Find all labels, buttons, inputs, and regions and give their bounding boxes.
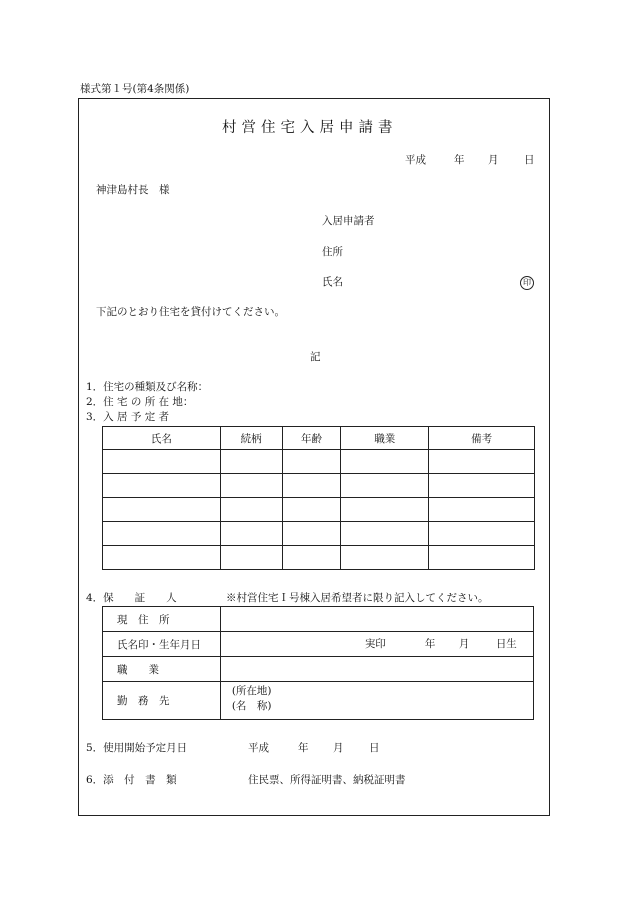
guarantor-table: [102, 606, 534, 720]
table-cell[interactable]: [282, 474, 341, 498]
item-5-month: 月: [333, 742, 344, 754]
table-cell[interactable]: [220, 450, 282, 474]
guarantor-row-occupation: [103, 657, 534, 682]
header-name: 氏名: [103, 427, 221, 450]
item-6-label: 6．添 付 書 類: [86, 774, 177, 786]
table-row: [103, 522, 535, 546]
item-5-label: 5．使用開始予定月日: [86, 742, 188, 754]
applicant-address-label: 住所: [322, 246, 343, 258]
date-month: 月: [488, 154, 499, 166]
workplace-name-label: (名 称): [231, 700, 272, 712]
item-6-value: 住民票、所得証明書、納税証明書: [248, 774, 406, 786]
date-era: 平成: [405, 154, 426, 166]
guarantor-workplace-field[interactable]: [220, 682, 533, 720]
applicant-name-label: 氏名: [322, 276, 343, 288]
table-cell[interactable]: [103, 474, 221, 498]
table-row: [103, 546, 535, 570]
guarantor-month: 月: [458, 638, 470, 650]
table-cell[interactable]: [103, 498, 221, 522]
date-day: 日: [524, 154, 535, 166]
table-cell[interactable]: [282, 522, 341, 546]
table-cell[interactable]: [220, 474, 282, 498]
guarantor-occupation-label: 職 業: [103, 657, 221, 682]
table-cell[interactable]: [341, 546, 429, 570]
header-relation: 続柄: [220, 427, 282, 450]
form-number: 様式第１号(第4条関係): [80, 83, 190, 95]
item-5-day: 日: [369, 742, 380, 754]
header-occupation: 職業: [341, 427, 429, 450]
table-cell[interactable]: [282, 498, 341, 522]
guarantor-note: ※村営住宅Ｉ号棟入居希望者に限り記入してください。: [226, 592, 489, 604]
table-cell[interactable]: [341, 522, 429, 546]
table-cell[interactable]: [103, 546, 221, 570]
applicant-heading: 入居申請者: [322, 215, 375, 227]
guarantor-row-name: [103, 632, 534, 657]
workplace-location-label: (所在地): [231, 685, 272, 697]
guarantor-birth: 日生: [495, 638, 517, 650]
table-header-row: [103, 427, 535, 450]
guarantor-occupation-field[interactable]: [220, 657, 533, 682]
guarantor-seal-label: 実印: [364, 638, 386, 650]
table-row: [103, 498, 535, 522]
guarantor-heading: 4．保 証 人: [86, 592, 177, 604]
occupant-table: [102, 426, 535, 570]
table-cell[interactable]: [220, 546, 282, 570]
table-cell[interactable]: [282, 450, 341, 474]
item-5-era: 平成: [248, 742, 269, 754]
guarantor-address-field[interactable]: [220, 607, 533, 632]
table-cell[interactable]: [220, 498, 282, 522]
table-cell[interactable]: [429, 522, 535, 546]
table-row: [103, 474, 535, 498]
request-text: 下記のとおり住宅を貸付けてください。: [96, 306, 285, 318]
guarantor-name-label: 氏名印・生年月日: [103, 632, 221, 657]
guarantor-address-label: 現 住 所: [103, 607, 221, 632]
item-5-year: 年: [298, 742, 309, 754]
guarantor-workplace-label: 勤 務 先: [103, 682, 221, 720]
guarantor-row-workplace: [103, 682, 534, 720]
header-remarks: 備考: [429, 427, 535, 450]
guarantor-row-address: [103, 607, 534, 632]
page-title: 村営住宅入居申請書: [222, 120, 398, 136]
date-year: 年: [454, 154, 465, 166]
ki-label: 記: [310, 351, 321, 363]
item-3-label: 3．入 居 予 定 者: [86, 411, 170, 423]
header-age: 年齢: [282, 427, 341, 450]
seal-mark: 印: [520, 276, 534, 290]
addressee: 神津島村長 様: [96, 184, 170, 196]
item-1-label: 1．住宅の種類及び名称：: [86, 381, 209, 393]
table-cell[interactable]: [103, 450, 221, 474]
table-cell[interactable]: [103, 522, 221, 546]
guarantor-name-field[interactable]: [220, 632, 533, 657]
table-cell[interactable]: [341, 498, 429, 522]
table-cell[interactable]: [429, 546, 535, 570]
table-cell[interactable]: [341, 474, 429, 498]
table-cell[interactable]: [220, 522, 282, 546]
table-cell[interactable]: [429, 450, 535, 474]
table-row: [103, 450, 535, 474]
guarantor-year: 年: [424, 638, 436, 650]
table-cell[interactable]: [429, 498, 535, 522]
item-2-label: 2．住 宅 の 所 在 地：: [86, 396, 194, 408]
table-cell[interactable]: [429, 474, 535, 498]
table-cell[interactable]: [341, 450, 429, 474]
table-cell[interactable]: [282, 546, 341, 570]
